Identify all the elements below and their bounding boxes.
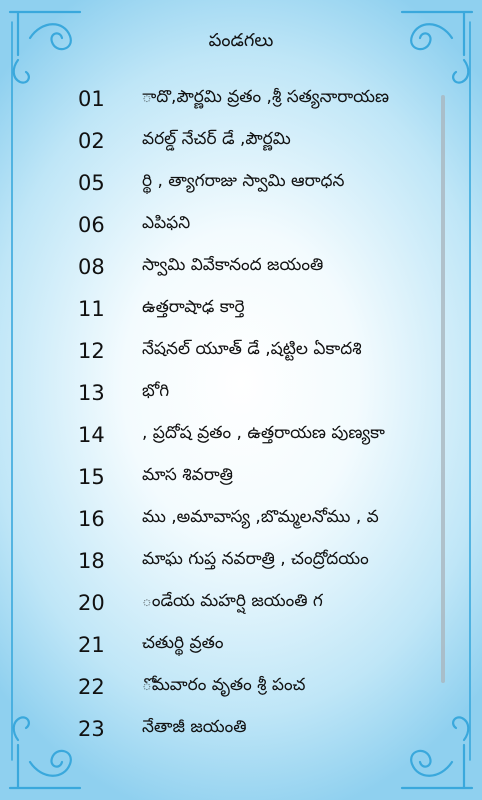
list-item[interactable] [0, 330, 482, 372]
festival-day: 15 [78, 465, 105, 489]
list-item[interactable] [0, 582, 482, 624]
list-item[interactable] [0, 246, 482, 288]
festival-day: 18 [78, 549, 105, 573]
page-title: పండగలు [208, 30, 274, 51]
list-item[interactable] [0, 162, 482, 204]
festival-name: ాదొ,పౌర్ణమి వ్రతం ,శ్రీ సత్యనారాయణ [142, 87, 390, 107]
festival-name: మాస శివరాత్రి [142, 465, 233, 485]
festival-name: నేషనల్ యూత్ డే ,షట్టిల ఏకాదశి [142, 339, 362, 359]
festival-day: 02 [78, 129, 105, 153]
festival-day: 06 [78, 213, 105, 237]
festival-day: 16 [78, 507, 105, 531]
list-item[interactable] [0, 372, 482, 414]
scrollbar[interactable] [441, 95, 445, 683]
festival-day: 20 [78, 591, 105, 615]
list-item[interactable] [0, 414, 482, 456]
festival-name: భోగి [142, 381, 170, 401]
festival-name: ఎపిఫని [142, 213, 191, 233]
festival-day: 05 [78, 171, 105, 195]
festival-name: వరల్డ్ నేచర్ డే ,పౌర్ణమి [142, 129, 291, 149]
festival-day: 21 [78, 633, 105, 657]
list-item[interactable] [0, 498, 482, 540]
festival-day: 14 [78, 423, 105, 447]
list-item[interactable] [0, 708, 482, 750]
festival-name: ఉత్తరాషాఢ కార్తె [142, 297, 245, 317]
festival-day: 08 [78, 255, 105, 279]
festival-list[interactable] [0, 78, 482, 750]
list-item[interactable] [0, 540, 482, 582]
list-item[interactable] [0, 624, 482, 666]
festival-day: 01 [78, 87, 105, 111]
list-item[interactable] [0, 288, 482, 330]
festival-name: చతుర్థి వ్రతం [142, 633, 224, 653]
list-item[interactable] [0, 456, 482, 498]
festival-day: 13 [78, 381, 105, 405]
list-item[interactable] [0, 204, 482, 246]
festival-day: 11 [78, 297, 105, 321]
festival-name: నేతాజీ జయంతి [142, 717, 247, 737]
festival-name: మాఘ గుప్త నవరాత్రి , చంద్రోదయం [142, 549, 369, 569]
festival-name: ర్థి , త్యాగరాజు స్వామి ఆరాధన [142, 171, 345, 191]
list-item[interactable] [0, 120, 482, 162]
festival-name: స్వామి వివేకానంద జయంతి [142, 255, 324, 275]
festival-name: , ప్రదోష వ్రతం , ఉత్తరాయణ పుణ్యకా [142, 423, 385, 443]
list-item[interactable] [0, 666, 482, 708]
festival-name: ండేయ మహర్షి జయంతి గ [142, 591, 323, 611]
festival-day: 22 [78, 675, 105, 699]
list-item[interactable] [0, 78, 482, 120]
festival-name: ోమవారం వృతం శ్రీ పంచ [142, 675, 306, 695]
festival-name: ము ,అమావాస్య ,బొమ్మలనోము , వ [142, 507, 379, 527]
festival-day: 23 [78, 717, 105, 741]
festival-day: 12 [78, 339, 105, 363]
